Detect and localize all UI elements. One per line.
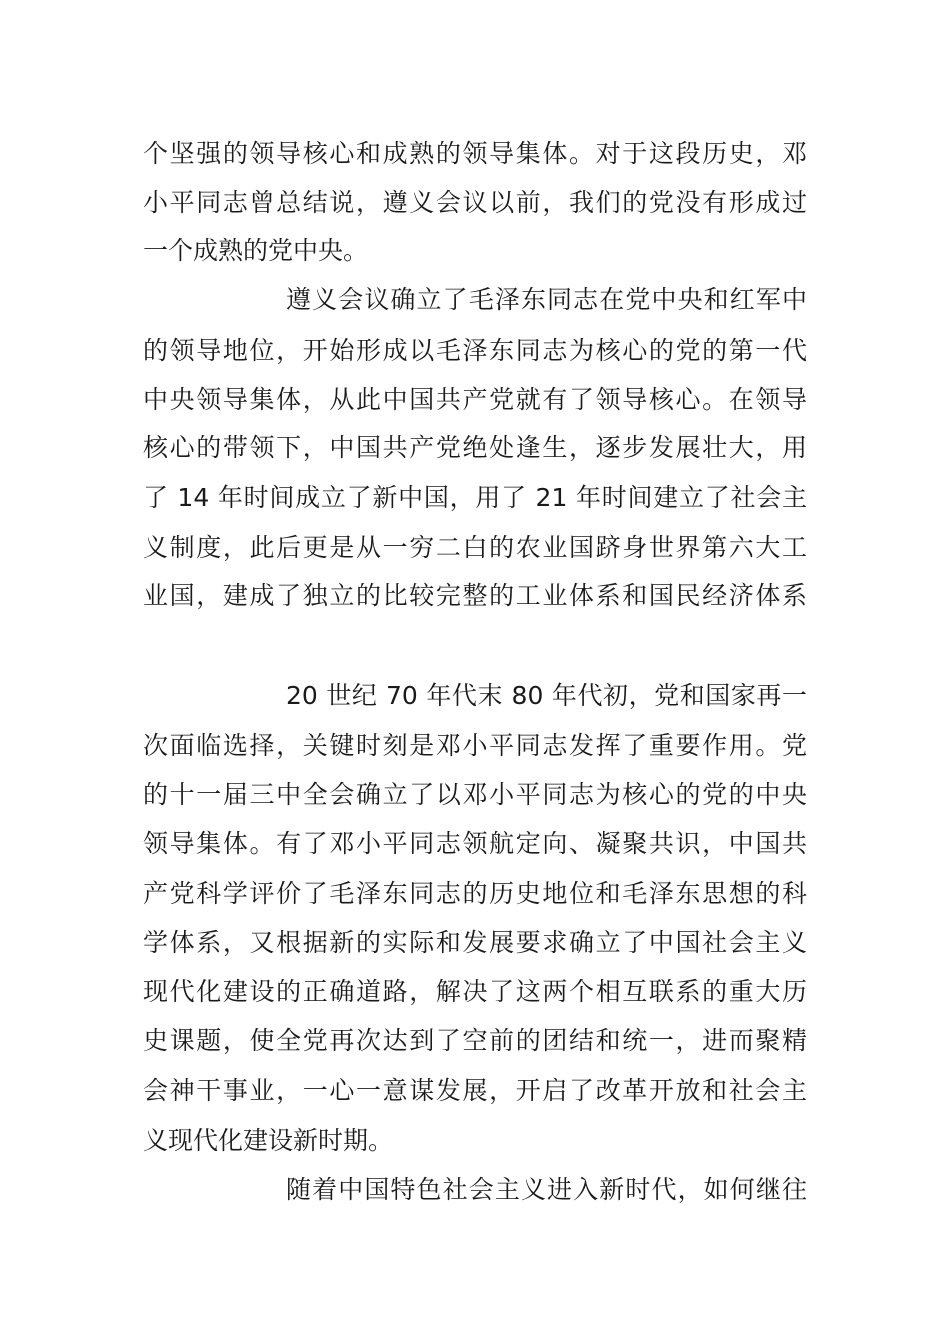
text-line: 随着中国特色社会主义进入新时代，如何继往: [286, 1175, 807, 1204]
text-line: 次面临选择，关键时刻是邓小平同志发挥了重要作用。党: [143, 731, 807, 760]
text-line: 学体系，又根据新的实际和发展要求确立了中国社会主义: [143, 928, 807, 957]
text-line: 小平同志曾总结说，遵义会议以前，我们的党没有形成过: [143, 188, 807, 217]
text-line: 业国，建成了独立的比较完整的工业体系和国民经济体系: [143, 581, 807, 610]
text-line: 领导集体。有了邓小平同志领航定向、凝聚共识，中国共: [143, 829, 807, 858]
text-line: 会神干事业，一心一意谋发展，开启了改革开放和社会主: [143, 1076, 807, 1105]
text-line: 一个成熟的党中央。: [143, 236, 369, 265]
text-line: 核心的带领下，中国共产党绝处逢生，逐步发展壮大，用: [143, 433, 807, 462]
text-line: 义制度，此后更是从一穷二白的农业国跻身世界第六大工: [143, 533, 807, 562]
text-line: 的十一届三中全会确立了以邓小平同志为核心的党的中央: [143, 780, 807, 809]
text-line: 了 14 年时间成立了新中国，用了 21 年时间建立了社会主: [143, 483, 807, 512]
text-line: 个坚强的领导核心和成熟的领导集体。对于这段历史，邓: [143, 139, 807, 168]
text-line: 产党科学评价了毛泽东同志的历史地位和毛泽东思想的科: [143, 879, 807, 908]
text-line: 史课题，使全党再次达到了空前的团结和统一，进而聚精: [143, 1026, 807, 1055]
text-line: 现代化建设的正确道路，解决了这两个相互联系的重大历: [143, 977, 807, 1006]
text-line: 20 世纪 70 年代末 80 年代初，党和国家再一: [286, 681, 807, 710]
text-line: 义现代化建设新时期。: [143, 1126, 394, 1155]
text-line: 的领导地位，开始形成以毛泽东同志为核心的党的第一代: [143, 336, 807, 365]
text-line: 遵义会议确立了毛泽东同志在党中央和红军中: [286, 285, 807, 314]
text-line: 中央领导集体，从此中国共产党就有了领导核心。在领导: [143, 385, 807, 414]
